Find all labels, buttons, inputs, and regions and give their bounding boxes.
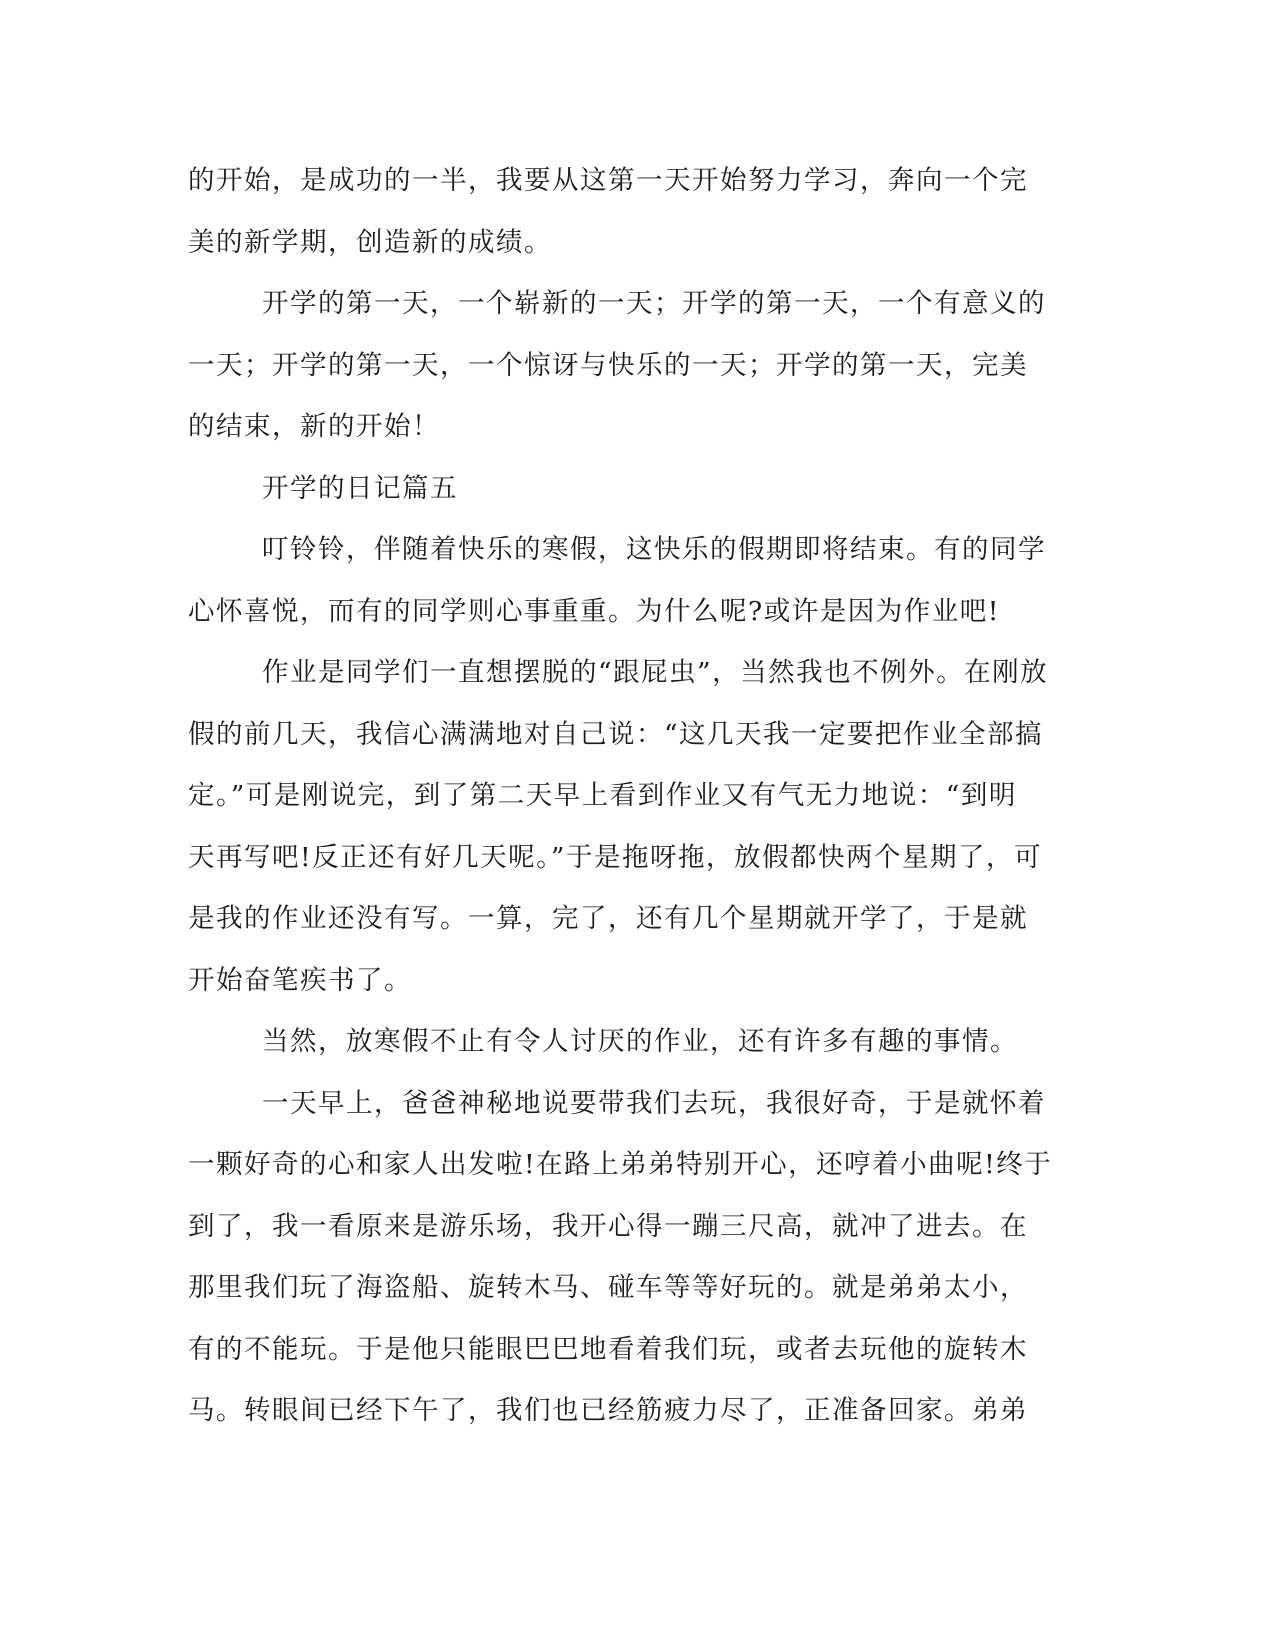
text-line: 那里我们玩了海盗船、旋转木马、碰车等等好玩的。就是弟弟太小， [188, 1272, 1028, 1303]
text-line: 假的前几天，我信心满满地对自己说：“这几天我一定要把作业全部搞 [188, 718, 1044, 750]
text-line: 有的不能玩。于是他只能眼巴巴地看着我们玩，或者去玩他的旋转木 [188, 1333, 1028, 1365]
text-line: 一天早上，爸爸神秘地说要带我们去玩，我很好奇，于是就怀着 [262, 1087, 1046, 1119]
text-line: 的结束，新的开始！ [188, 411, 440, 442]
section-heading: 开学的日记篇五 [262, 472, 458, 504]
text-line: 心怀喜悦，而有的同学则心事重重。为什么呢?或许是因为作业吧! [188, 595, 1000, 627]
text-line: 美的新学期，创造新的成绩。 [188, 226, 552, 258]
text-line: 作业是同学们一直想摆脱的“跟屁虫”，当然我也不例外。在刚放 [262, 657, 1049, 688]
text-line: 开学的第一天，一个崭新的一天；开学的第一天，一个有意义的 [262, 288, 1046, 319]
text-line: 的开始，是成功的一半，我要从这第一天开始努力学习，奔向一个完 [188, 165, 1028, 196]
document-body [188, 150, 1088, 1442]
text-line: 叮铃铃，伴随着快乐的寒假，这快乐的假期即将结束。有的同学 [262, 534, 1046, 565]
text-line: 开始奋笔疾书了。 [188, 964, 412, 996]
text-line: 一颗好奇的心和家人出发啦!在路上弟弟特别开心，还哼着小曲呢!终于 [188, 1149, 1053, 1180]
text-line: 马。转眼间已经下午了，我们也已经筋疲力尽了，正准备回家。弟弟 [188, 1395, 1028, 1426]
text-line: 一天；开学的第一天，一个惊讶与快乐的一天；开学的第一天，完美 [188, 349, 1028, 381]
text-line: 是我的作业还没有写。一算，完了，还有几个星期就开学了，于是就 [188, 903, 1028, 934]
text-line: 当然，放寒假不止有令人讨厌的作业，还有许多有趣的事情。 [262, 1026, 1018, 1057]
text-line: 天再写吧!反正还有好几天呢。”于是拖呀拖，放假都快两个星期了，可 [188, 841, 1042, 873]
text-line: 到了，我一看原来是游乐场，我开心得一蹦三尺高，就冲了进去。在 [188, 1210, 1028, 1242]
text-line: 定。”可是刚说完，到了第二天早上看到作业又有气无力地说：“到明 [188, 780, 1017, 811]
